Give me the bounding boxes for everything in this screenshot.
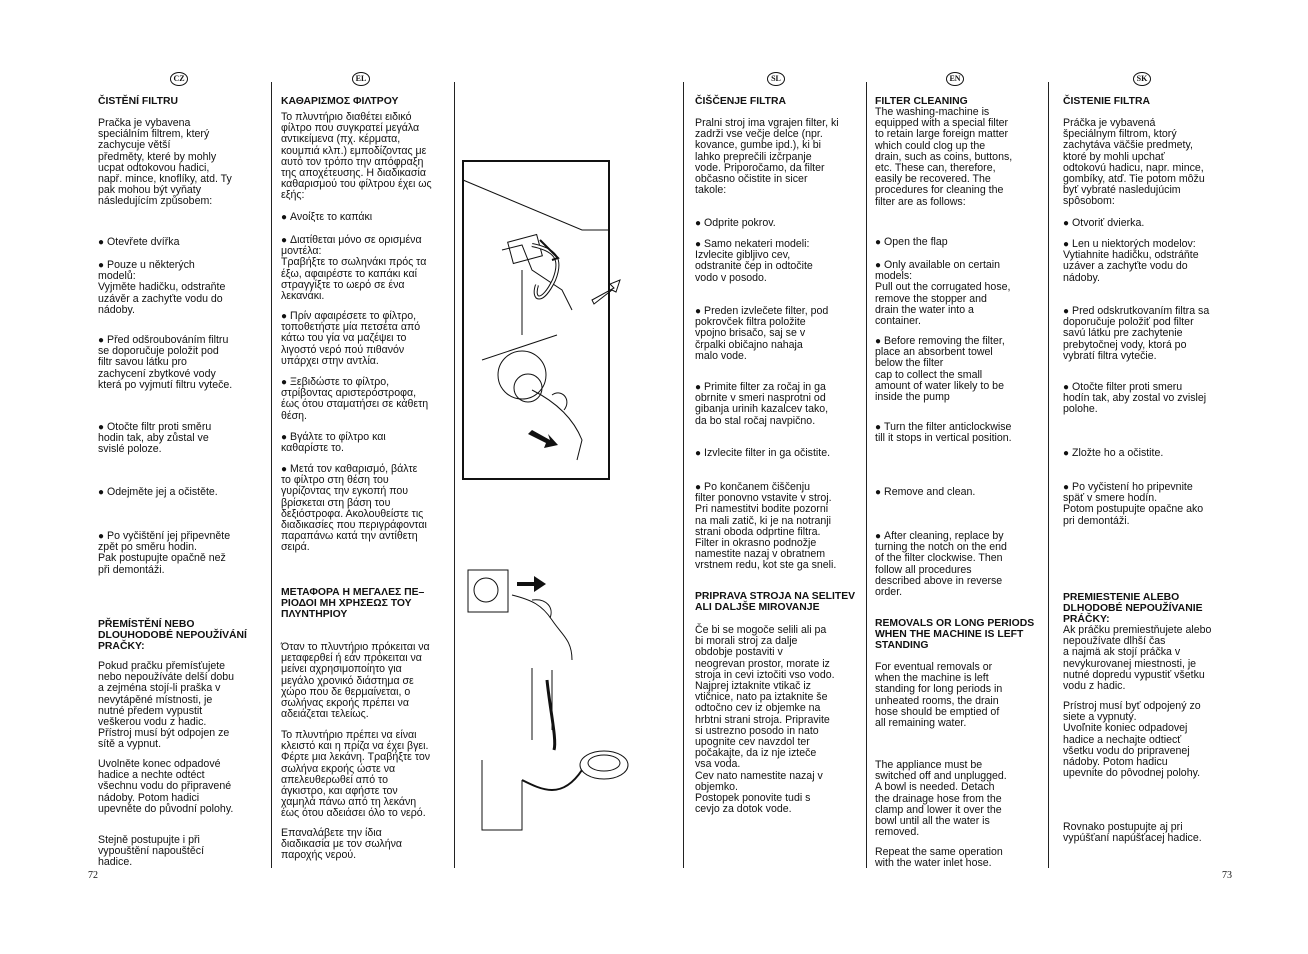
section-title: ČIŠČENJE FILTRA <box>695 96 787 107</box>
lang-badge-cz: CZ <box>170 72 188 86</box>
paragraph-1: For eventual removals or when the machine is left standing for long periods in unheated rooms, the drain hose should be emptied of all remaining water. <box>875 661 1003 730</box>
step-4: ● Otočte filter proti smeru hodín tak, aby zostal vo zvislej polohe. <box>1063 382 1233 416</box>
step-2: ● Only available on certain models: Pull out the corrugated hose, remove the stopper and drain the water into a container. <box>875 260 1043 327</box>
step-5: ● Βγάλτε το φίλτρο και καθαρίστε το. <box>281 432 449 454</box>
paragraph-1: Pokud pračku přemísťujete nebo nepoužíváte delší dobu a zejména stojí-li praška v nevytápěné místnosti, je nutné předem vypustit veškerou vodu z hadic. Přístroj musí být odpojen ze sítě a vypnut. <box>98 660 235 751</box>
section-title-2: PŘEMÍSTĚNÍ NEBO DLOUHODOBÉ NEPOUŽÍVÁNÍ PRAČKY: <box>98 619 247 652</box>
intro-text: Práčka je vybavená špeciálnym filtrom, ktorý zachytáva väčšie predmety, ktoré by mohli upchať odtokovú hadicu, napr. mince, gombíky, atď. Tie potom môžu byť vybraté nasledujúcim spôsobom: <box>1063 117 1205 208</box>
paragraph-2: The appliance must be switched off and unplugged. A bowl is needed. Detach the drainage hose from the clamp and lower it over the bowl until all the water is removed. <box>875 759 1007 839</box>
step-2: ● Samo nekateri modeli: Izvlecite gibljivo cev, odstranite čep in odtočite vodo v posodo. <box>695 239 860 284</box>
step-1: ● Odprite pokrov. <box>695 218 860 229</box>
step-5: ● Odejměte jej a očistěte. <box>98 487 266 498</box>
paragraph-3: Repeat the same operation with the water inlet hose. <box>875 846 1003 870</box>
step-6: ● Μετά τον καθαρισμό, βάλτε το φίλτρο στη θέση του γυρίζοντας την εγκοπή που βρίσκεται στη βάση του δεξιόστροφα. Ακολουθείστε τις διαδικασίες που περιγράφονται παραπάνω κατά την αντίθετη σειρά. <box>281 464 449 554</box>
step-6: ● Po vyčištění jej připevněte zpět po směru hodin. Pak postupujte opačně než při demontáži. <box>98 531 266 576</box>
paragraph-3: Επαναλάβετε την ίδια διαδικασία με τον σωλήνα παροχής νερού. <box>281 827 403 862</box>
step-1: ● Otevřete dvířka <box>98 237 266 248</box>
section-title-2: REMOVALS OR LONG PERIODS WHEN THE MACHINE IS LEFT STANDING <box>875 618 1035 651</box>
step-2: ● Pouze u některých modelů: Vyjměte hadičku, odstraňte uzávěr a zachyťte vodu do nádoby. <box>98 260 266 316</box>
intro-text: Το πλυντήριο διαθέτει ειδικό φίλτρο που συγκρατεί μεγάλα αντικείμενα (πχ. κέρματα, κουμπιά κλπ.) εμποδίζοντας με αυτό τον τρόπο την απόφραξη της αποχέτευσης. Η διαδικασία καθαρισμού του φίλτρου έχει ως εξής: <box>281 111 432 202</box>
step-3: ● Před odšroubováním filtru se doporučuje položit pod filtr savou látku pro zachycení zbytkové vody která po vyjmutí filtru vyteče. <box>98 335 266 391</box>
step-1: ● Open the flap <box>875 237 1043 248</box>
lang-badge-sl: SL <box>767 72 785 86</box>
paragraph-2: Uvolněte konec odpadové hadice a nechte odtéct všechnu vodu do připravené nádoby. Potom hadici upevněte do původní polohy. <box>98 758 234 815</box>
intro-text: Pračka je vybavena speciálním filtrem, který zachycuje větší předměty, které by mohly ucpat odtokovou hadici, např. mince, knoflíky, atd. Ty pak mohou být vyňaty následujícím způsobem: <box>98 117 232 208</box>
column-divider <box>866 82 867 868</box>
step-4: ● Primite filter za ročaj in ga obrnite v smeri nasprotni od gibanja urinih kazalcev tako, da bo stal ročaj navpično. <box>695 382 860 427</box>
step-3: ● Πρίν αφαιρέσετε το φίλτρο, τοποθετήστε μία πετσέτα από κάτω του γία να μαζέψει το λιγοστό νερό πού πιθανόν υπάρχει στην αντλία. <box>281 311 449 367</box>
lang-badge-el: EL <box>352 72 370 86</box>
hose-drain-illustration <box>462 560 678 836</box>
section-title: ČISTĚNÍ FILTRU <box>98 96 179 107</box>
filter-illustration <box>462 160 678 482</box>
paragraph-2: Το πλυντήριο πρέπει να είναι κλειστό και η πρίζα να έχει βγει. Φέρτε μια λεκάνη. Τραβήξτε τον σωλήνα εκροής ώστε να απελευθερωθεί από το άγκιστρο, και αφήστε τον χαμηλά πάνω από τη λεκάνη έως ότου αδειάσει όλο το νερό. <box>281 729 431 820</box>
paragraph-1: Ak práčku premiestňujete alebo nepoužívate dlhší čas a najmä ak stojí práčka v nevykurovanej miestnosti, je nutné dopredu vypustiť všetku vodu z hadic. <box>1063 624 1212 693</box>
step-3: ● Before removing the filter, place an absorbent towel below the filter cap to collect the small amount of water likely to be inside the pump <box>875 336 1043 403</box>
paragraph-1: Όταν το πλυντήριο πρόκειται να μεταφερθεί ή εάν πρόκειται να μείνει αχρησιμοποίητο για μεγάλο χρονικό διάστημα σε χώρο που δε θερμαίνεται, ο σωλήνας εκροής πρέπει να αδειάζεται τελείως. <box>281 641 430 721</box>
column-divider <box>454 82 455 868</box>
step-3: ● Pred odskrutkovaním filtra sa doporučuje položiť pod filter savú látku pre zachytenie prebytočnej vody, ktorá po vybratí filtra vytečie. <box>1063 306 1233 362</box>
page-number-right: 73 <box>1222 870 1232 881</box>
step-1: ● Ανοίξτε το καπάκι <box>281 212 449 223</box>
paragraph-1: Če bi se mogoče selili ali pa bi morali stroj za dalje obdobje postaviti v neogrevan prostor, morate iz stroja in cevi iztočiti vso vodo. Najprej iztaknite vtikač iz vtičnice, nato pa iztaknite še odtočno cev iz objemke na hrbtni strani stroja. Pripravite si ustrezno posodo in nato upognite cev navzdol ter počakajte, da iz nje izteče vsa voda. Cev nato namestite nazaj v objemko. Postopek ponovite tudi s cevjo za dotok vode. <box>695 624 835 816</box>
paragraph-2: Prístroj musí byť odpojený zo siete a vypnutý. Uvoľnite koniec odpadovej hadice a nechajte odtiecť všetku vodu do pripravenej nádoby. Potom hadicu upevnite do pôvodnej polohy. <box>1063 700 1201 780</box>
section-title-2: PREMIESTENIE ALEBO DLHODOBÉ NEPOUŽÍVANIE PRÁČKY: <box>1063 592 1203 625</box>
paragraph-3: Stejně postupujte i při vypouštění napouštěcí hadice. <box>98 834 205 869</box>
intro-text: The washing-machine is equipped with a special filter to retain large foreign matter which could clog up the drain, such as coins, buttons, etc. These can, therefore, easily be recovered. The procedures for cleaning the filter are as follows: <box>875 106 1013 208</box>
step-1: ● Otvoriť dvierka. <box>1063 218 1233 229</box>
section-title: ČISTENIE FILTRA <box>1063 96 1150 107</box>
column-divider <box>271 82 272 868</box>
step-5: ● Izvlecite filter in ga očistite. <box>695 448 860 459</box>
step-5: ● Zložte ho a očistite. <box>1063 448 1233 459</box>
column-divider <box>1048 82 1049 868</box>
step-4: ● Ξεβιδώστε το φίλτρο, στρίβοντας αριστερόστροφα, έως ότου σταματήσει σε κάθετη θέση. <box>281 377 449 422</box>
lang-badge-en: EN <box>946 72 964 86</box>
column-divider <box>683 82 684 868</box>
step-6: ● Po končanem čiščenju filter ponovno vstavite v stroj. Pri namestitvi bodite pozorni na mali zatič, ki je na notranji strani oboda odprtine filtra. Filter in okrasno podnožje namestite nazaj v obratnem vrstnem redu, kot ste ga sneli. <box>695 482 860 572</box>
section-title-2: ΜΕΤΑΦΟΡΑ Η ΜΕΓΑΛΕΣ ΠΕ– ΡΙΟΔΟΙ ΜΗ ΧΡΗΣΕΩΣ ΤΟΥ ΠΛΥΝΤΗΡΙΟΥ <box>281 587 425 620</box>
step-2: ● Len u niektorých modelov: Vytiahnite hadičku, odstráňte uzáver a zachyťte vodu do nádoby. <box>1063 239 1233 284</box>
lang-badge-sk: SK <box>1133 72 1151 86</box>
section-title: ΚΑΘΑΡΙΣΜΟΣ ΦΙΛΤΡΟΥ <box>281 96 399 107</box>
page-number-left: 72 <box>88 870 98 881</box>
step-3: ● Preden izvlečete filter, pod pokrovček filtra položite vpojno brisačo, saj se v črpalki običajno nahaja malo vode. <box>695 306 860 362</box>
section-title: FILTER CLEANING <box>875 96 968 107</box>
step-4: ● Otočte filtr proti směru hodin tak, aby zůstal ve svislé poloze. <box>98 422 266 456</box>
intro-text: Pralni stroj ima vgrajen filter, ki zadrži vse večje delce (npr. kovance, gumbe ipd.), ki bi lahko preprečili izčrpanje vode. Priporočamo, da filter občasno očistite in sicer takole: <box>695 117 839 197</box>
section-title-2: PRIPRAVA STROJA NA SELITEV ALI DALJŠE MIROVANJE <box>695 591 856 613</box>
paragraph-3: Rovnako postupujte aj pri vypúšťaní napúšťacej hadice. <box>1063 821 1202 845</box>
step-6: ● Po vyčistení ho pripevnite späť v smere hodín. Potom postupujte opačne ako pri demontáži. <box>1063 482 1233 527</box>
step-2: ● Διατίθεται μόνο σε ορισμένα μοντέλα: Τραβήξτε το σωληνάκι πρός τα έξω, αφαιρέστε το καπάκι καί στραγγίξτε το ωερό σε ένα λεκανάκι. <box>281 235 449 302</box>
step-6: ● After cleaning, replace by turning the notch on the end of the filter clockwise. Then follow all procedures described above in reverse order. <box>875 531 1043 598</box>
step-5: ● Remove and clean. <box>875 487 1043 498</box>
step-4: ● Turn the filter anticlockwise till it stops in vertical position. <box>875 422 1043 444</box>
